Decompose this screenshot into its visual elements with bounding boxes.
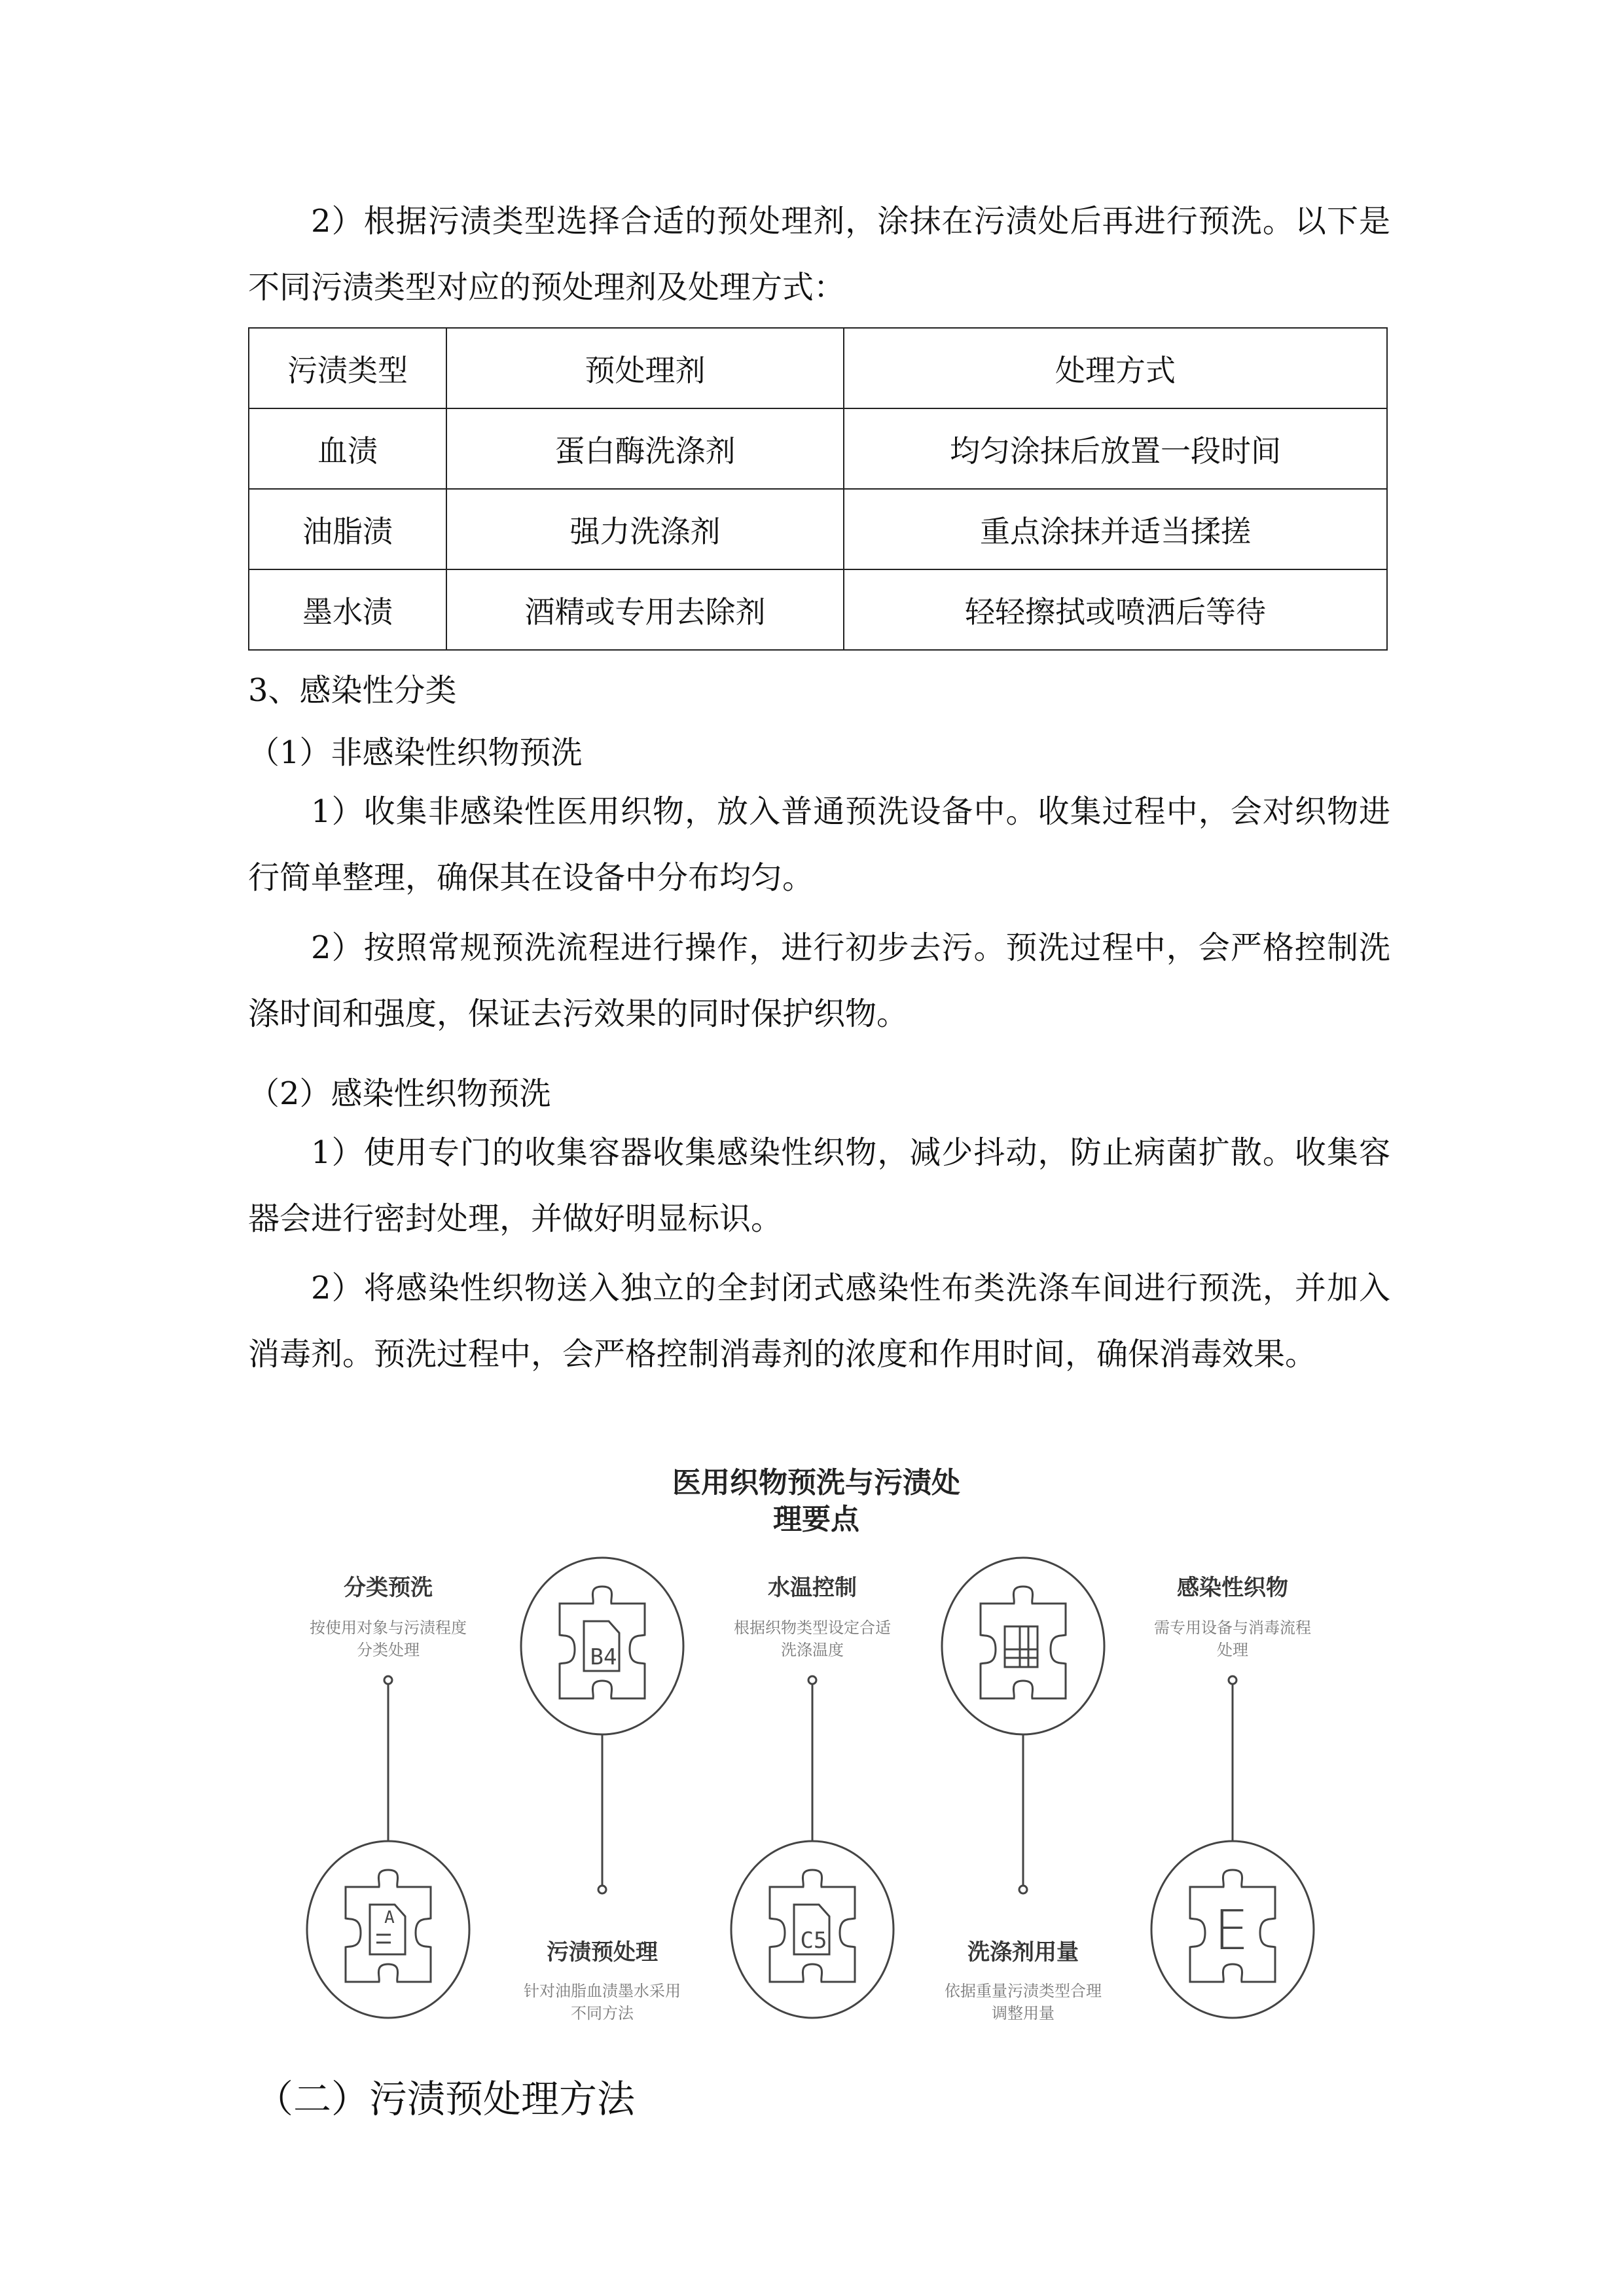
puzzle-piece-icon: [981, 1587, 1066, 1698]
document-label-icon: A: [384, 1908, 395, 1928]
document-label-icon: B4: [590, 1644, 617, 1670]
item-desc: [918, 1980, 1128, 2024]
title-line: 医用织物预洗与污渍处: [672, 1466, 960, 1499]
paragraph: 2）按照常规预洗流程进行操作，进行初步去污。预洗过程中，会严格控制洗涤时间和强度，保证去污效果的同时保护织物。: [248, 929, 1390, 1032]
item-desc: [708, 1617, 917, 1661]
desc-line: 需专用设备与消毒流程: [1154, 1619, 1311, 1637]
paragraph: 2）根据污渍类型选择合适的预处理剂，涂抹在污渍处后再进行预洗。以下是不同污渍类型对应的预处理剂及处理方式：: [248, 203, 1390, 306]
desc-line: 根据织物类型设定合适: [734, 1619, 891, 1637]
paragraph: 2）将感染性织物送入独立的全封闭式感染性布类洗涤车间进行预洗，并加入消毒剂。预洗过程中，会严格控制消毒剂的浓度和作用时间，确保消毒效果。: [248, 1270, 1390, 1372]
connector-dot: [1229, 1676, 1236, 1684]
cell: 强力洗涤剂: [446, 489, 844, 569]
cell: 轻轻擦拭或喷洒后等待: [844, 569, 1387, 650]
item-desc: [1128, 1617, 1337, 1661]
paragraph: 1）使用专门的收集容器收集感染性织物，减少抖动，防止病菌扩散。收集容器会进行密封处理，并做好明显标识。: [248, 1134, 1390, 1237]
puzzle-piece-icon: [560, 1587, 645, 1698]
cell: 血渍: [249, 408, 446, 489]
desc-line: 不同方法: [571, 2004, 634, 2022]
desc-line: 依据重量污渍类型合理: [945, 1982, 1102, 2000]
letter-e-icon: E: [1214, 1898, 1249, 1962]
cell: 墨水渍: [249, 569, 446, 650]
item-circle: [942, 1558, 1104, 1734]
connector-dot: [808, 1676, 816, 1684]
item-title: 污渍预处理: [547, 1939, 658, 1965]
subsection-heading: （2）感染性织物预洗: [248, 1075, 551, 1112]
item-title: 水温控制: [768, 1575, 857, 1601]
desc-line: 针对油脂血渍墨水采用: [524, 1982, 681, 2000]
cell: 蛋白酶洗涤剂: [446, 408, 844, 489]
cell: 均匀涂抹后放置一段时间: [844, 408, 1387, 489]
section-heading-3: 3、感染性分类: [248, 672, 457, 709]
connector-dot: [598, 1886, 606, 1893]
header-cell: 预处理剂: [446, 328, 844, 408]
desc-line: 按使用对象与污渍程度: [310, 1619, 467, 1637]
header-cell: 污渍类型: [249, 328, 446, 408]
subsection-heading: （1）非感染性织物预洗: [248, 734, 583, 771]
item-title: 洗涤剂用量: [967, 1939, 1079, 1965]
item-title: 分类预洗: [344, 1575, 433, 1601]
document-label-icon: C5: [800, 1928, 827, 1954]
puzzle-piece-icon: [770, 1870, 855, 1982]
connector-dot: [384, 1676, 392, 1684]
cell: 油脂渍: [249, 489, 446, 569]
desc-line: 调整用量: [992, 2004, 1055, 2022]
paragraph: 1）收集非感染性医用织物，放入普通预洗设备中。收集过程中，会对织物进行简单整理，确保其在设备中分布均匀。: [248, 793, 1390, 896]
cell: 酒精或专用去除剂: [446, 569, 844, 650]
section-heading: （二）污渍预处理方法: [255, 2077, 636, 2121]
header-cell: 处理方式: [844, 328, 1387, 408]
cell: 重点涂抹并适当揉搓: [844, 489, 1387, 569]
desc-line: 处理: [1217, 1641, 1248, 1659]
desc-line: 分类处理: [357, 1641, 420, 1659]
item-desc: [283, 1617, 493, 1661]
connector-dot: [1019, 1886, 1027, 1893]
desc-line: 洗涤温度: [781, 1641, 844, 1659]
item-circle: [307, 1841, 469, 2018]
spreadsheet-icon: [1005, 1626, 1038, 1667]
infographic-title: [620, 1465, 1013, 1538]
item-title: 感染性织物: [1177, 1575, 1288, 1601]
title-line: 理要点: [773, 1503, 859, 1536]
item-desc: [497, 1980, 707, 2024]
